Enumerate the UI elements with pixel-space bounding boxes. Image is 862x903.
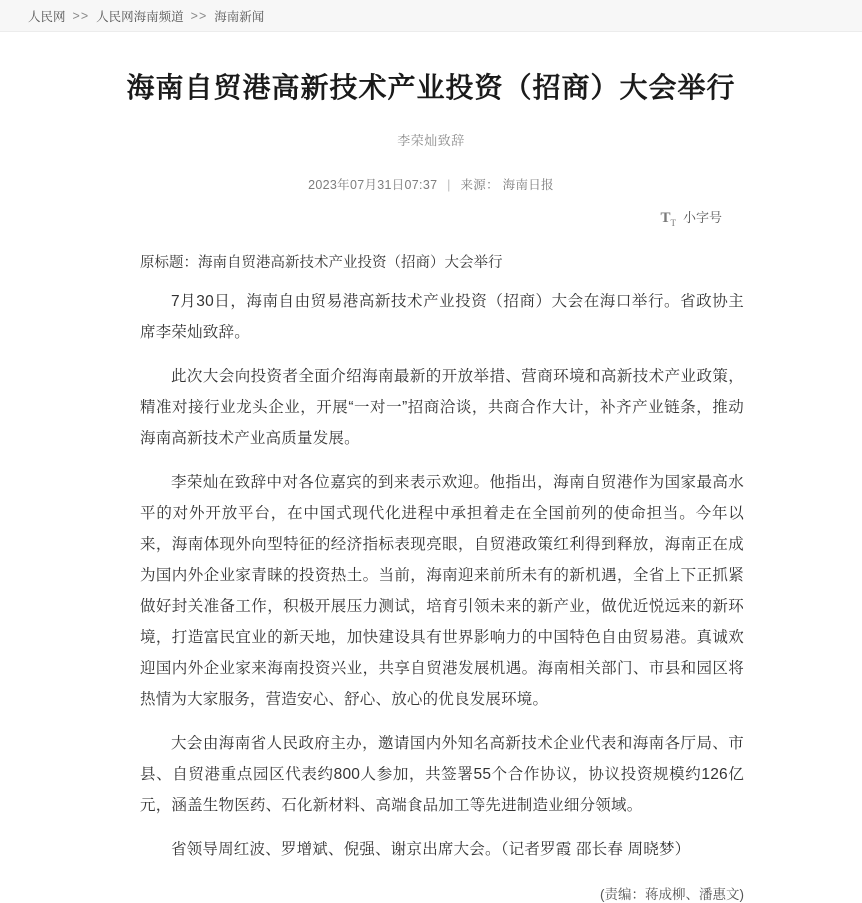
text-size-icon-sub: T: [670, 217, 676, 228]
paragraph-4: 大会由海南省人民政府主办，邀请国内外知名高新技术企业代表和海南各厅局、市县、自贸港重点园区代表约800人参加，共签署55个合作协议，协议投资规模约126亿元，涵盖生物医药、石化新材料、高端食品加工等先进制造业细分领域。: [140, 734, 744, 814]
font-size-label[interactable]: 小字号: [682, 209, 722, 225]
paragraph-2: 此次大会向投资者全面介绍海南最新的开放举措、营商环境和高新技术产业政策，精准对接行业龙头企业，开展“一对一”招商洽谈，共商合作大计，补齐产业链条，推动海南高新技术产业高质量发展。: [140, 367, 744, 447]
page-title: 海南自贸港高新技术产业投资（招商）大会举行: [126, 73, 736, 104]
article-body: [140, 250, 744, 865]
paragraph-3: 李荣灿在致辞中对各位嘉宾的到来表示欢迎。他指出，海南自贸港作为国家最高水平的对外开放平台，在中国式现代化进程中承担着走在全国前列的使命担当。今年以来，海南体现外向型特征的经济指标表现亮眼，自贸港政策红利得到释放，海南正在成为国内外企业家青睐的投资热土。当前，海南迎来前所未有的新机遇，全省上下正抓紧做好封关准备工作，积极开展压力测试，培育引领未来的新产业，做优近悦远来的新环境，打造富民宜业的新天地，加快建设具有世界影响力的中国特色自由贸易港。真诚欢迎国内外企业家来海南投资兴业，共享自贸港发展机遇。海南相关部门、市县和园区将热情为大家服务，营造安心、舒心、放心的优良发展环境。: [140, 473, 744, 708]
fontsize-bar: [0, 207, 862, 228]
article-meta: [0, 175, 862, 193]
editor-credit: (责编：蒋成柳、潘惠文): [600, 886, 744, 902]
paragraph-1: 7月30日，海南自由贸易港高新技术产业投资（招商）大会在海口举行。省政协主席李荣灿致辞。: [140, 292, 744, 341]
source-name: 海南日报: [502, 177, 554, 192]
original-title-line: [140, 250, 744, 276]
article-subtitle: 李荣灿致辞: [397, 132, 465, 148]
original-title-text: 海南自贸港高新技术产业投资（招商）大会举行: [198, 254, 503, 271]
breadcrumb-item-2[interactable]: 海南新闻: [214, 9, 265, 24]
source-label: 来源：: [460, 177, 499, 192]
publish-date: 2023年07月31日07:37: [308, 177, 438, 192]
meta-separator: |: [447, 177, 451, 192]
breadcrumb-item-1[interactable]: 人民网海南频道: [96, 9, 184, 24]
original-title-label: 原标题：: [140, 254, 198, 271]
breadcrumb-separator-1: >>: [190, 8, 208, 23]
text-size-icon: $T_T$: [660, 209, 676, 228]
breadcrumb-separator-0: >>: [72, 8, 90, 23]
breadcrumb: [0, 0, 862, 32]
font-size-toggle[interactable]: [660, 207, 722, 228]
paragraph-5: 省领导周红波、罗增斌、倪强、谢京出席大会。（记者罗霞 邵长春 周晓梦）: [171, 840, 691, 858]
article: [0, 70, 862, 903]
breadcrumb-item-0[interactable]: 人民网: [28, 9, 66, 24]
